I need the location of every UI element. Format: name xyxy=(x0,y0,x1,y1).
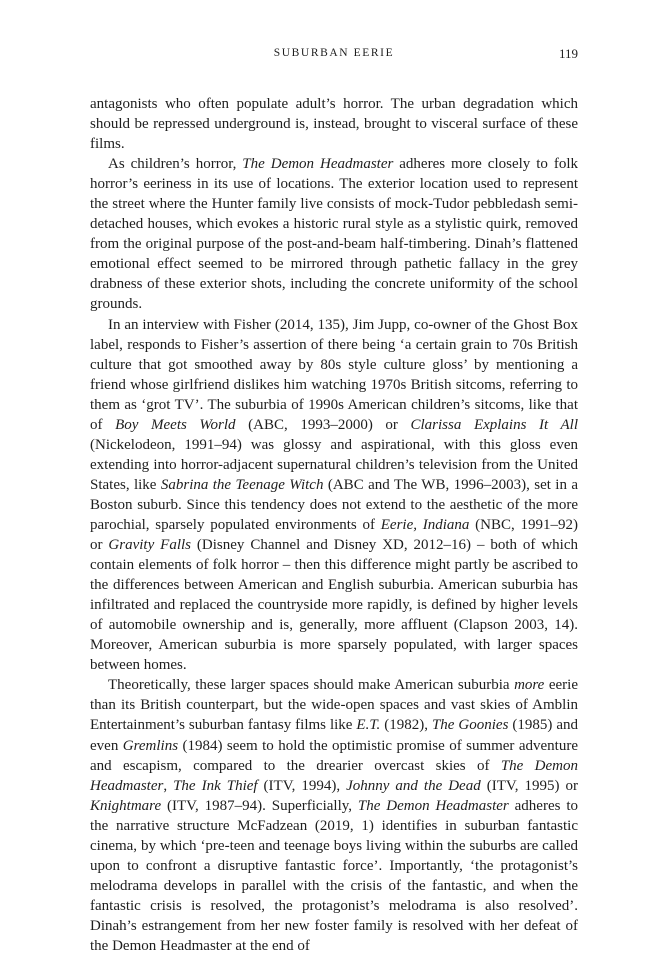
italic-title: Sabrina the Teenage Witch xyxy=(160,476,324,493)
text-run: adheres more closely to folk horror’s eeriness in its use of locations. The exterior location used to represent the street where the Hunter family live consists of mock-Tudor pebbledash semi-detached houses, which evokes a historic rural style as a stylistic quirk, removed from the original purpose of the post-and-beam half-timbering. Dinah’s flattened emotional effect seemed to be mirrored through pathetic fallacy in the grey drabness of these exterior shots, including the concrete uniformity of the school grounds. xyxy=(90,156,578,313)
text-run: As children’s horror, xyxy=(108,156,243,173)
paragraph xyxy=(90,94,578,154)
italic-title: Johnny and the Dead xyxy=(346,777,481,794)
italic-title: more xyxy=(514,677,545,694)
italic-title: Gremlins xyxy=(122,737,179,754)
text-run: (ITV, 1995) or xyxy=(480,777,578,794)
text-run: (1984) seem to hold the optimistic promise of summer adventure and escapism, compared to the drearier overcast skies of xyxy=(90,737,578,774)
italic-title: Gravity Falls xyxy=(108,537,191,554)
text-run: (1982), xyxy=(380,717,432,734)
italic-title: The Demon Headmaster xyxy=(90,757,578,794)
body-text xyxy=(90,94,578,956)
italic-title: Eerie, Indiana xyxy=(380,516,470,533)
italic-title: The Demon Headmaster xyxy=(242,156,394,173)
page-number: 119 xyxy=(558,46,578,61)
text-run: (Nickelodeon, 1991–94) was glossy and aspirational, with this gloss even extending into horror-adjacent supernatural children’s television from the United States, like xyxy=(90,436,578,493)
running-head xyxy=(90,45,578,65)
italic-title: Boy Meets World xyxy=(115,416,236,433)
text-run: (ABC and The WB, 1996–2003), set in a Boston suburb. Since this tendency does not extend to the aesthetic of the more parochial, sparsely populated environments of xyxy=(90,476,579,533)
text-run: antagonists who often populate adult’s horror. The urban degradation which should be repressed underground is, instead, brought to visceral surface of these films. xyxy=(90,96,578,153)
italic-title: The Goonies xyxy=(431,717,509,734)
text-run: (1985) and even xyxy=(90,717,578,754)
text-run: Theoretically, these larger spaces should make American suburbia xyxy=(108,677,515,694)
text-run: eerie than its British counterpart, but the wide-open spaces and vast skies of Amblin Entertainment’s suburban fantasy films like xyxy=(90,677,579,734)
text-run: (NBC, 1991–92) or xyxy=(90,516,578,554)
paragraph xyxy=(90,154,578,314)
italic-title: The Demon Headmaster xyxy=(357,797,509,814)
text-run: (ITV, 1994), xyxy=(257,777,347,794)
italic-title: E.T. xyxy=(356,717,381,734)
text-run: adheres to the narrative structure McFadzean (2019, 1) identifies in suburban fantastic cinema, by which ‘pre-teen and teenage boys living within the suburbs are called upon to confront a disruptive fantastic force’. Importantly, ‘the protagonist’s melodrama develops in parallel with the crisis of the fantastic, and when the fantastic crisis is resolved, the protagonist’s melodrama is also resolved’. Dinah’s estrangement from her new foster family is resolved with her defeat of the Demon Headmaster at the end of xyxy=(90,797,578,954)
paragraph xyxy=(90,675,578,956)
italic-title: The Ink Thief xyxy=(173,777,258,794)
text-run: (ITV, 1987–94). Superficially, xyxy=(161,797,358,814)
running-title: SUBURBAN EERIE xyxy=(273,47,395,59)
italic-title: Knightmare xyxy=(90,797,162,814)
italic-title: Clarissa Explains It All xyxy=(410,416,579,433)
text-run: (Disney Channel and Disney XD, 2012–16) – both of which contain elements of folk horror – then this difference might partly be ascribed to the differences between American and English suburbia. American suburbia has infiltrated and replaced the countryside more rapidly, is defined by higher levels of automobile ownership and is, generally, more affluent (Clapson 2003, 14). Moreover, American suburbia is more sparsely populated, with larger spaces between homes. xyxy=(90,537,579,674)
text-run: In an interview with Fisher (2014, 135), Jim Jupp, co-owner of the Ghost Box label, responds to Fisher’s assertion of there being ‘a certain grain to 70s British culture that got smoothed away by 80s style culture gloss’ by mentioning a friend whose girlfriend dislikes him watching 1970s British sitcoms, referring to them as ‘grot TV’. The suburbia of 1990s American children’s sitcoms, like that of xyxy=(90,316,578,433)
text-run: (ABC, 1993–2000) or xyxy=(235,416,411,433)
paragraph xyxy=(90,315,578,676)
text-run: , xyxy=(163,777,174,794)
